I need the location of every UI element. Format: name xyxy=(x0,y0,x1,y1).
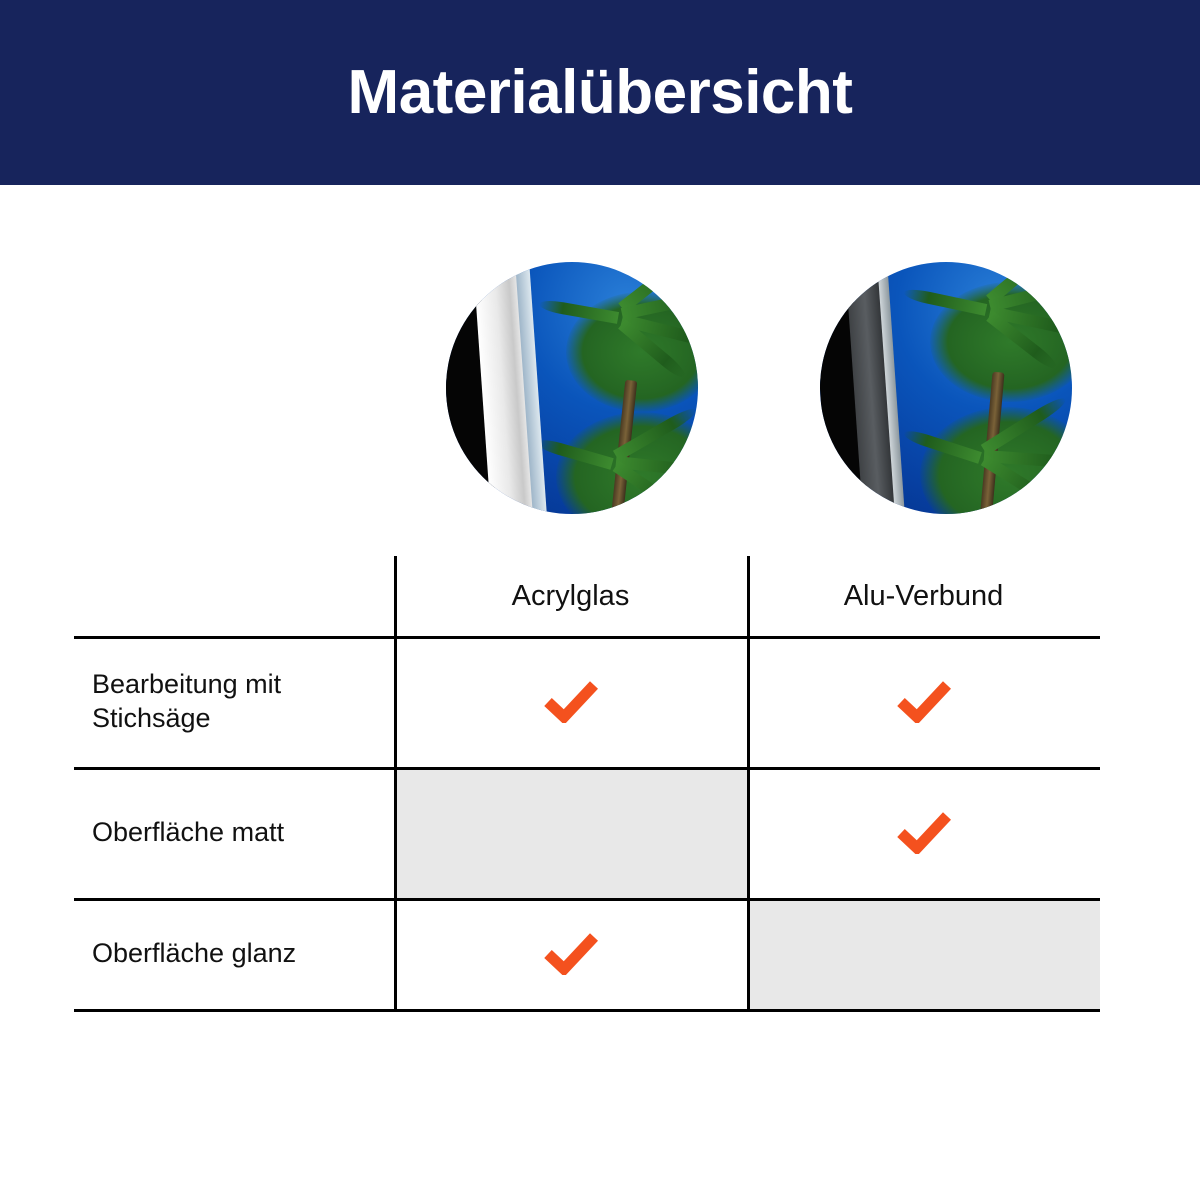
cell-glanz-alu-verbund xyxy=(747,898,1100,1009)
divider-row-2 xyxy=(74,898,1100,901)
row-label-bearbeitung-stichsaege: Bearbeitung mit Stichsäge xyxy=(92,668,282,733)
table-row xyxy=(74,636,1100,767)
material-samples xyxy=(0,262,1200,517)
alu-verbund-sample xyxy=(820,262,1072,514)
column-header-acrylglas: Acrylglas xyxy=(511,579,630,612)
divider-col-2 xyxy=(747,556,750,1009)
row-label-oberflaeche-glanz: Oberfläche glanz xyxy=(92,937,297,968)
table-header-row xyxy=(74,556,1100,636)
acrylglas-sample xyxy=(446,262,698,514)
page-title: Materialübersicht xyxy=(347,57,853,127)
cell-matt-acrylglas xyxy=(394,767,747,898)
divider-col-1 xyxy=(394,556,397,1009)
cell-glanz-acrylglas xyxy=(394,898,747,1009)
divider-row-3 xyxy=(74,1009,1100,1012)
checkmark-icon xyxy=(897,681,951,723)
table-row xyxy=(74,898,1100,1009)
divider-header xyxy=(74,636,1100,639)
column-header-alu-verbund: Alu-Verbund xyxy=(843,579,1004,612)
cell-bearbeitung-acrylglas xyxy=(394,636,747,767)
table-row xyxy=(74,767,1100,898)
checkmark-icon xyxy=(544,933,598,975)
checkmark-icon xyxy=(897,812,951,854)
row-label-oberflaeche-matt: Oberfläche matt xyxy=(92,816,285,847)
page-header xyxy=(0,0,1200,185)
table-corner-cell xyxy=(74,556,394,636)
cell-bearbeitung-alu-verbund xyxy=(747,636,1100,767)
checkmark-icon xyxy=(544,681,598,723)
divider-row-1 xyxy=(74,767,1100,770)
cell-matt-alu-verbund xyxy=(747,767,1100,898)
material-comparison-table xyxy=(74,556,1100,1009)
